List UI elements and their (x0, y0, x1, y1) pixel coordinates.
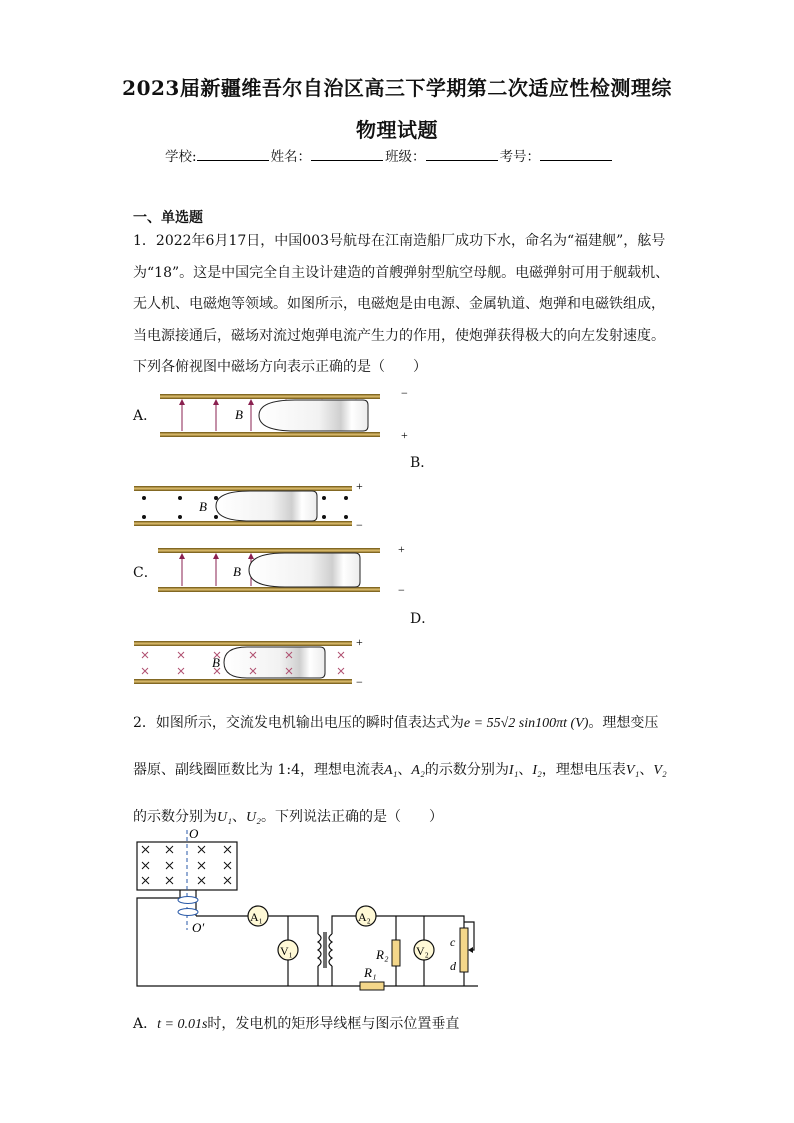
bottom-rail (160, 432, 380, 437)
q2-option-a-text: 时，发电机的矩形导线框与图示位置垂直 (207, 1016, 460, 1032)
generator-circuit-diagram (128, 826, 478, 996)
q2-text: 的示数分别为 (133, 809, 217, 825)
top-sign: + (356, 636, 363, 649)
option-a-diagram[interactable] (155, 382, 415, 444)
current-i1-ref: I₁ (508, 763, 519, 778)
slip-ring-upper (178, 897, 198, 904)
resistor-r1 (360, 982, 384, 990)
a1-label: A₁ (250, 910, 263, 924)
q1-line: 无人机、电磁炮等领域。如图所示，电磁炮是由电源、金属轨道、炮弹和电磁铁组成， (133, 296, 665, 312)
option-a-label[interactable]: A． (133, 408, 158, 424)
name-blank[interactable] (311, 149, 383, 161)
voltmeter-v2 (414, 940, 434, 960)
projectile-shell (249, 553, 360, 587)
voltage-u1-ref: U₁ (217, 810, 232, 825)
ammeter-a1-ref: A₁ (383, 763, 398, 778)
student-info-line (165, 145, 614, 165)
voltmeter-v1 (278, 940, 298, 960)
option-c-label[interactable]: C． (133, 565, 158, 581)
top-rail (134, 486, 352, 491)
option-d-label[interactable]: D． (410, 611, 436, 627)
b-label: B (235, 407, 243, 422)
separator: 、 (518, 762, 533, 778)
option-b-diagram[interactable] (132, 478, 372, 534)
b-label: B (233, 564, 241, 579)
option-d-diagram[interactable] (132, 636, 372, 692)
q1-line: 当电源接通后，磁场对流过炮弹电流产生力的作用，使炮弹获得极大的向左发射速度。 (133, 327, 665, 344)
bottom-rail (158, 587, 380, 592)
rheostat (460, 928, 468, 972)
top-rail (158, 548, 380, 553)
bottom-rail (134, 679, 352, 684)
slider-arrow (468, 947, 473, 953)
q2-text: 的示数分别为 (424, 762, 509, 778)
b-label: B (199, 499, 207, 514)
q2-option-a[interactable] (133, 1013, 459, 1033)
bottom-sign: − (356, 675, 363, 689)
resistor-r2 (392, 940, 400, 966)
ammeter-a2-ref: A₂ (411, 763, 425, 778)
page-title: 2023届新疆维吾尔自治区高三下学期第二次适应性检测理综 (122, 76, 672, 100)
ammeter-a1 (248, 906, 268, 926)
c-label: c (450, 935, 456, 949)
d-label: d (450, 959, 456, 973)
school-label: 学校: (165, 149, 197, 165)
q1-line: 1．2022年6月17日，中国003号航母在江南造船厂成功下水，命名为“福建舰”，舷号 (133, 233, 666, 249)
projectile-shell (224, 647, 325, 678)
transformer (318, 932, 332, 968)
top-sign: + (398, 542, 405, 556)
number-blank[interactable] (540, 149, 612, 161)
number-label: 考号： (499, 149, 541, 165)
q1-line: 为“18”。这是中国完全自主设计建造的首艘弹射型航空母舰。电磁弹射可用于舰载机、 (133, 264, 670, 281)
school-blank[interactable] (197, 149, 269, 161)
separator: 、 (639, 762, 654, 778)
voltage-u2-ref: U₂ (245, 810, 261, 825)
axis-label-o: O (189, 826, 199, 841)
q2-line-2 (133, 747, 693, 794)
voltmeter-v1-ref: V₁ (625, 763, 640, 778)
question-2-text (133, 700, 693, 841)
r1-label: R₁ (364, 965, 377, 980)
bottom-sign: + (401, 428, 408, 442)
bottom-rail (134, 521, 352, 526)
bottom-sign: − (398, 583, 405, 597)
q2-text: 。下列说法正确的是（ ） (260, 809, 443, 825)
projectile-shell (216, 491, 317, 521)
top-sign: − (401, 386, 408, 400)
v1-label: V₁ (280, 944, 293, 958)
voltage-formula: e = 55√2 sin100πt (V) (463, 716, 589, 731)
projectile-shell (259, 400, 368, 431)
wire-a1-to-primary (268, 916, 318, 934)
page-subtitle: 物理试题 (356, 118, 438, 142)
q2-text: 。理想变压 (588, 715, 659, 731)
top-rail (134, 641, 352, 646)
class-blank[interactable] (426, 149, 498, 161)
q2-option-a-label: A． (133, 1016, 158, 1032)
q2-text: ，理想电压表 (541, 762, 626, 778)
bottom-sign: − (356, 518, 363, 532)
class-label: 班级： (385, 149, 426, 165)
separator: 、 (231, 809, 246, 825)
ammeter-a2 (356, 906, 376, 926)
section-heading: 一、单选题 (133, 210, 203, 226)
q2-text: 2．如图所示，交流发电机输出电压的瞬时值表达式为 (133, 715, 464, 731)
option-b-label[interactable]: B． (410, 455, 435, 471)
q2-text: 器原、副线圈匝数比为 1:4，理想电流表 (133, 762, 384, 778)
top-sign: + (356, 479, 363, 493)
current-i2-ref: I₂ (532, 763, 542, 778)
axis-label-o-prime: O′ (192, 920, 205, 935)
question-1-text (133, 226, 673, 384)
q2-line-1 (133, 700, 693, 747)
a2-label: A₂ (358, 910, 371, 924)
voltmeter-v2-ref: V₂ (653, 763, 667, 778)
separator: 、 (397, 762, 412, 778)
top-rail (160, 394, 380, 399)
time-value: t = 0.01s (157, 1017, 208, 1032)
option-c-diagram[interactable] (155, 540, 415, 598)
b-label: B (212, 655, 220, 670)
slip-ring-lower (178, 909, 198, 916)
r2-label: R₂ (376, 947, 389, 962)
q1-line: 下列各俯视图中磁场方向表示正确的是（ ） (133, 359, 427, 375)
name-label: 姓名： (270, 149, 312, 165)
v2-label: V₂ (416, 944, 429, 958)
